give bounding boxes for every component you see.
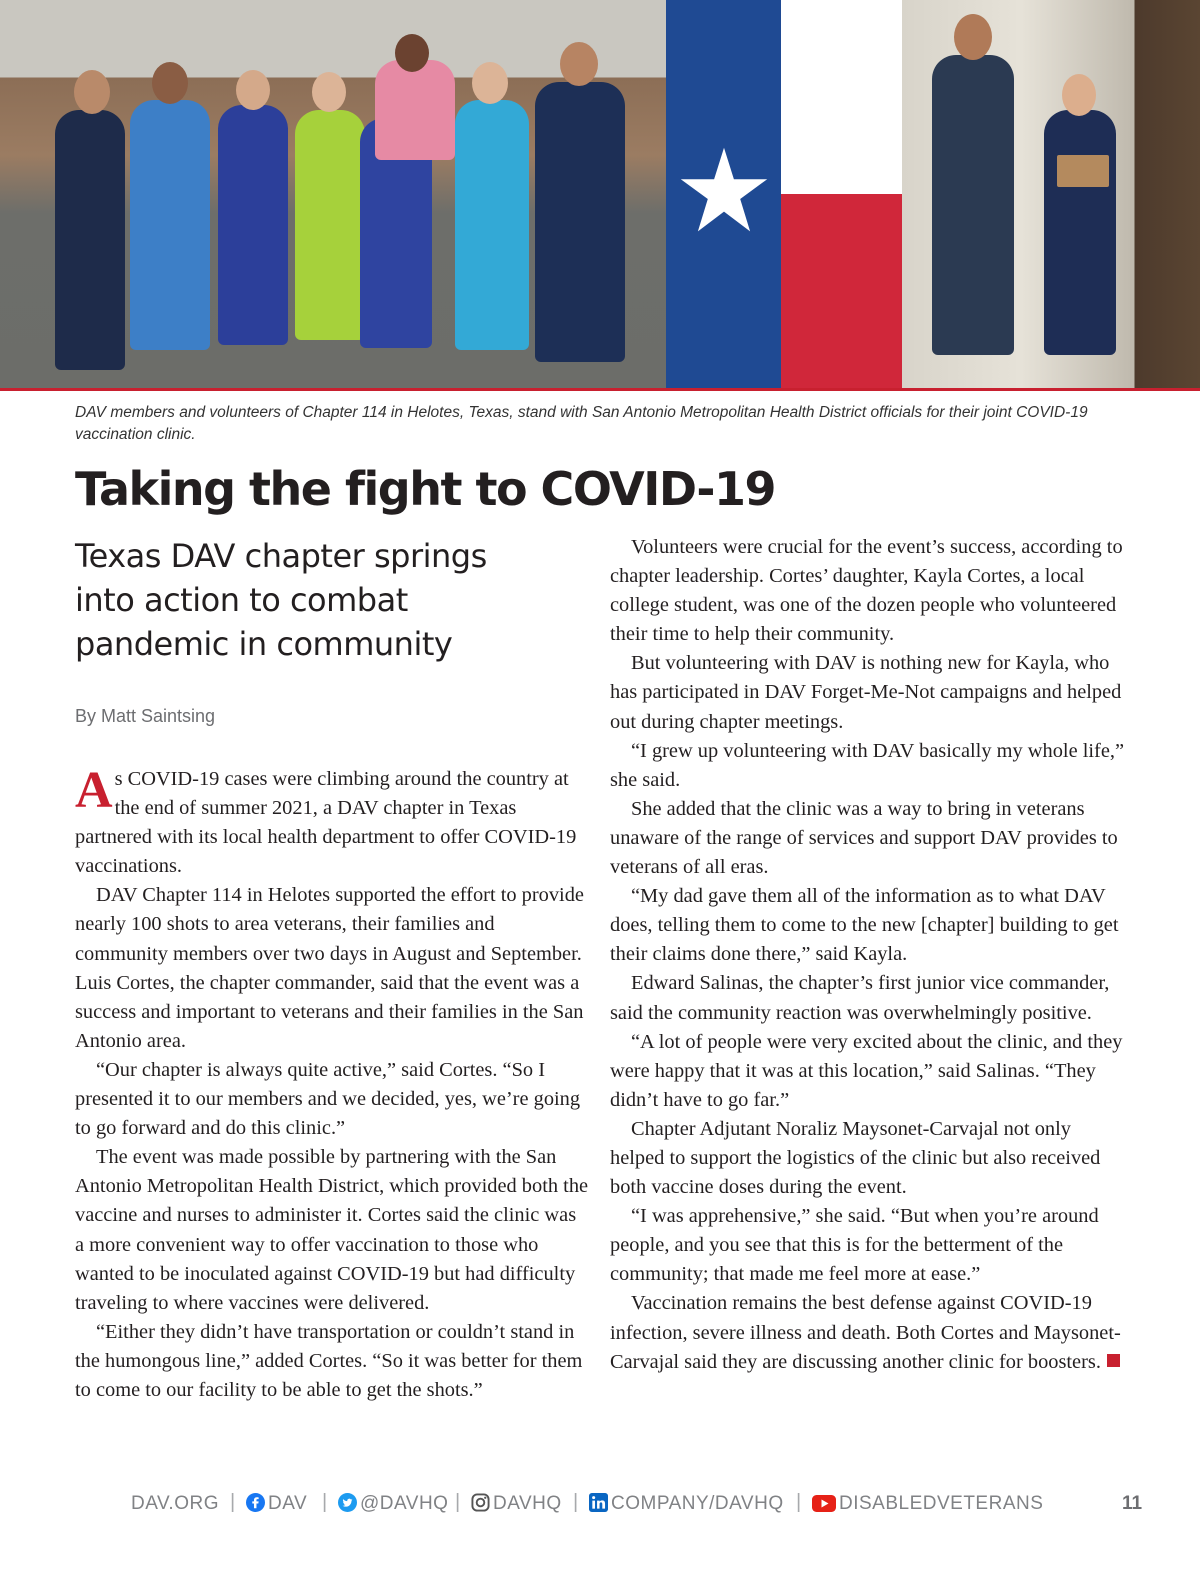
end-mark: [1107, 1354, 1120, 1367]
footer-separator: |: [573, 1491, 579, 1513]
facebook-icon: [246, 1493, 265, 1512]
footer-separator: |: [230, 1491, 236, 1513]
page-number: 11: [1122, 1493, 1143, 1514]
article-paragraph: The event was made possible by partnering with the San Antonio Metropolitan Health District, which provided both the vaccine and nurses to administer it. Cortes said the clinic was a more convenient way to offer vaccination to those who wanted to be inoculated against COVID-19 but had difficulty traveling to where vaccines were delivered.: [75, 1146, 589, 1314]
twitter-icon: [338, 1493, 357, 1512]
footer-separator: |: [455, 1491, 461, 1513]
youtube-icon: [812, 1495, 836, 1512]
twitter-link[interactable]: @DAVHQ: [338, 1493, 448, 1515]
group-photo: [0, 0, 666, 388]
hero-divider: [0, 388, 1200, 391]
article-column-right: [610, 533, 1130, 1377]
article-paragraph: “A lot of people were very excited about the clinic, and they were happy that it was at this location,” said Salinas. “They didn’t have to go far.”: [610, 1030, 1123, 1111]
article-paragraph: But volunteering with DAV is nothing new for Kayla, who has participated in DAV Forget-Me-Not campaigns and helped out during chapter meetings.: [610, 652, 1122, 733]
article-paragraph: “Either they didn’t have transportation or couldn’t stand in the humongous line,” added Cortes. “So it was better for them to come to our facility to be able to get the shots.”: [75, 1320, 583, 1401]
instagram-link[interactable]: DAVHQ: [471, 1493, 562, 1515]
hero-photo-strip: [0, 0, 1200, 391]
article-paragraph: “I was apprehensive,” she said. “But when you’re around people, and you see that this is for the betterment of the community; that made me feel more at ease.”: [610, 1205, 1099, 1286]
article-paragraph: “Our chapter is always quite active,” said Cortes. “So I presented it to our members and we decided, yes, we’re going to go forward and do this clinic.”: [75, 1058, 581, 1140]
photo-caption: DAV members and volunteers of Chapter 114 in Helotes, Texas, stand with San Antonio Metropolitan Health District officials for their joint COVID-19 vaccination clinic.: [75, 404, 1088, 443]
footer-separator: |: [322, 1491, 328, 1513]
article-paragraph: As COVID-19 cases were climbing around the country at the end of summer 2021, a DAV chapter in Texas partnered with its local health department to offer COVID-19 vaccinations.: [75, 762, 577, 878]
article-paragraph: “I grew up volunteering with DAV basically my whole life,” she said.: [610, 739, 1125, 791]
linkedin-link[interactable]: COMPANY/DAVHQ: [589, 1493, 784, 1515]
instagram-icon: [471, 1493, 490, 1512]
texas-flag: [666, 0, 902, 388]
footer-separator: |: [796, 1491, 802, 1513]
page-footer: [0, 1490, 1200, 1520]
drop-cap: A: [75, 762, 113, 819]
facebook-link[interactable]: DAV: [246, 1493, 307, 1515]
article-paragraph: “My dad gave them all of the information as to what DAV does, telling them to come to the new [chapter] building to get their claims done there,” said Kayla.: [610, 885, 1119, 966]
subheadline: Texas DAV chapter springs into action to combat pandemic in community: [75, 537, 487, 663]
volunteers-photo: [902, 0, 1200, 388]
article-paragraph: Chapter Adjutant Noraliz Maysonet-Carvajal not only helped to support the logistics of the clinic but also received both vaccine doses during the event.: [610, 1117, 1101, 1199]
linkedin-icon: [589, 1493, 608, 1512]
page-title: Taking the fight to COVID-19: [75, 462, 776, 516]
article-column-left: [75, 762, 590, 1405]
site-link[interactable]: DAV.ORG: [131, 1493, 219, 1514]
byline: By Matt Saintsing: [75, 706, 216, 726]
article-paragraph: Vaccination remains the best defense against COVID-19 infection, severe illness and death. Both Cortes and Maysonet-Carvajal said they are discussing another clinic for boosters.: [610, 1292, 1121, 1373]
article-paragraph: Volunteers were crucial for the event’s success, according to chapter leadership. Cortes’ daughter, Kayla Cortes, a local college student, was one of the dozen people who volunteered their time to help their community.: [610, 536, 1123, 646]
article-paragraph: She added that the clinic was a way to bring in veterans unaware of the range of services and support DAV provides to veterans of all eras.: [610, 797, 1118, 879]
article-paragraph: DAV Chapter 114 in Helotes supported the effort to provide nearly 100 shots to area veterans, their families and community members over two days in August and September. Luis Cortes, the chapter commander, said that the event was a success and important to veterans and their families in the San Antonio area.: [75, 884, 584, 1052]
article-paragraph: Edward Salinas, the chapter’s first junior vice commander, said the community reaction was overwhelmingly positive.: [610, 972, 1110, 1024]
youtube-link[interactable]: DISABLEDVETERANS: [812, 1493, 1043, 1515]
star-icon: [679, 145, 769, 235]
